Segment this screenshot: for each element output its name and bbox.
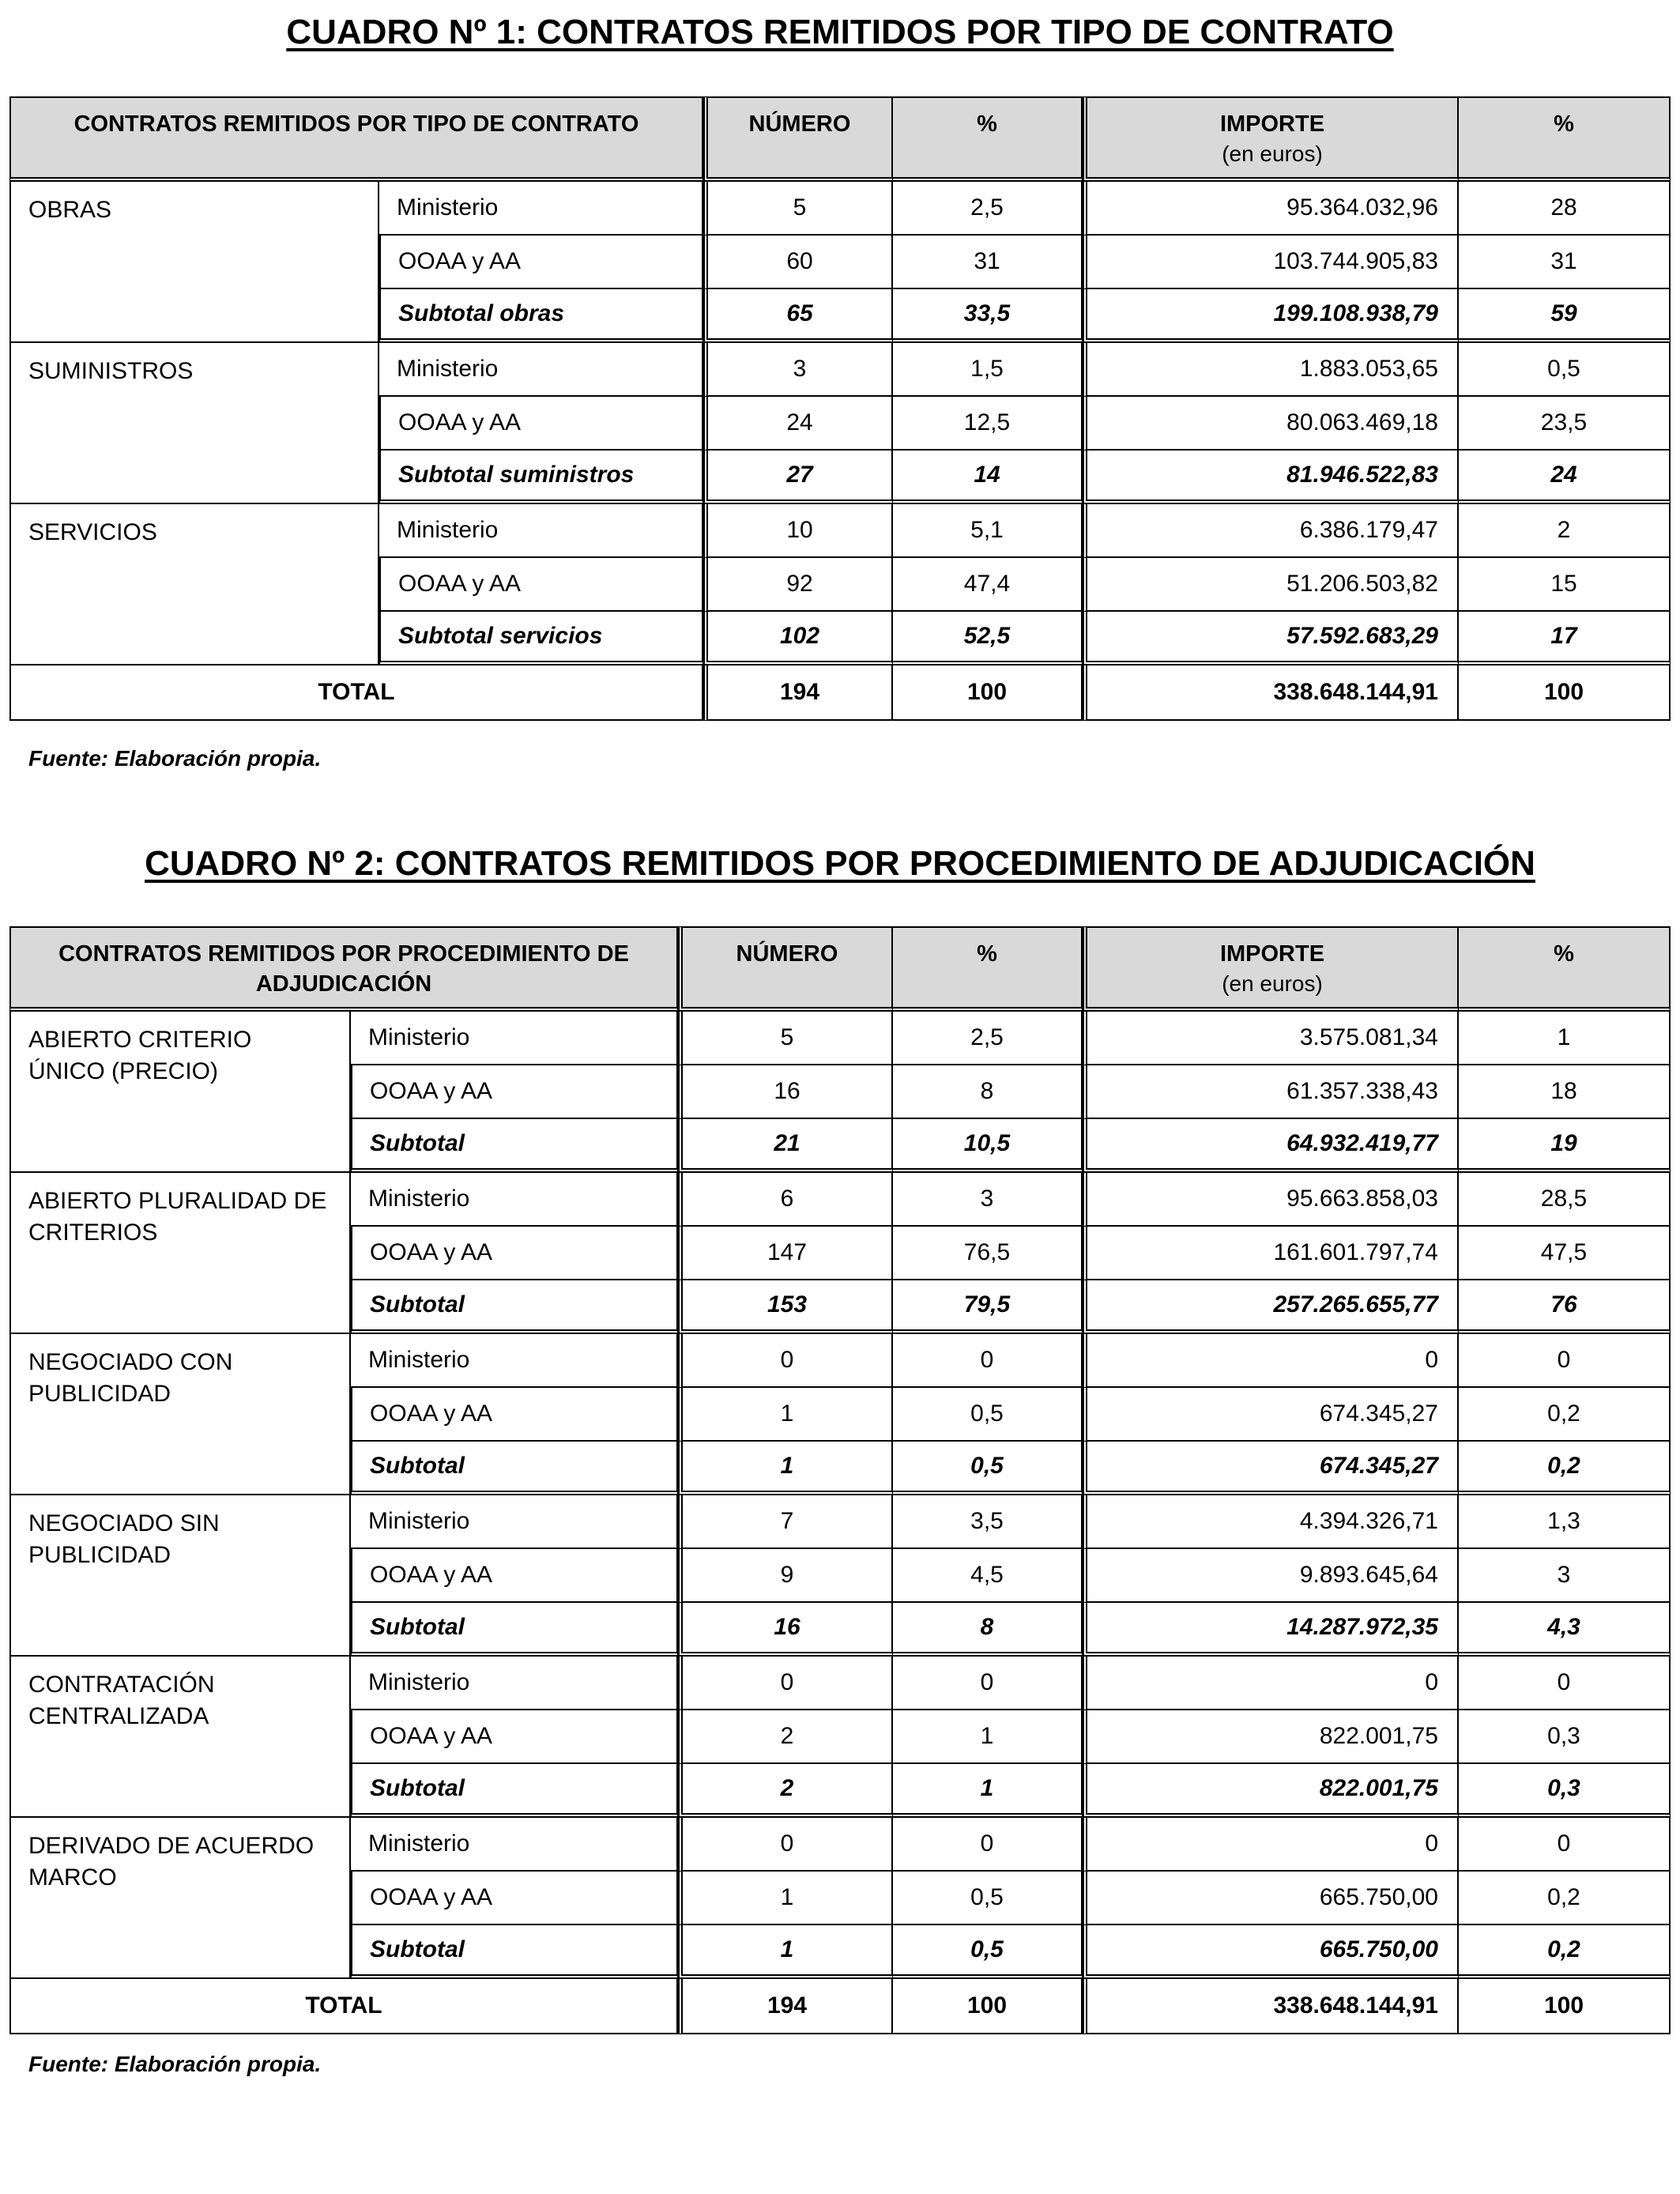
table1-header-importe-unit: (en euros) bbox=[1222, 141, 1323, 166]
numero-cell: 0 bbox=[678, 1818, 893, 1872]
row-label: OOAA y AA bbox=[351, 1710, 678, 1764]
numero-cell: 5 bbox=[703, 182, 893, 236]
row-label: Ministerio bbox=[351, 1173, 678, 1227]
importe-cell: 95.364.032,96 bbox=[1083, 182, 1459, 236]
category-cell: CONTRATACIÓN CENTRALIZADA bbox=[9, 1657, 351, 1818]
pct-importe-cell: 0,3 bbox=[1459, 1710, 1671, 1764]
pct-importe-cell: 0,5 bbox=[1459, 343, 1671, 397]
importe-cell: 80.063.469,18 bbox=[1083, 397, 1459, 450]
table1-header-importe-label: IMPORTE bbox=[1219, 111, 1325, 137]
numero-cell: 16 bbox=[678, 1603, 893, 1657]
pct-numero-cell: 0 bbox=[893, 1657, 1083, 1710]
pct-importe-cell: 76 bbox=[1459, 1280, 1671, 1334]
importe-cell: 64.932.419,77 bbox=[1083, 1119, 1459, 1173]
numero-cell: 92 bbox=[703, 558, 893, 612]
importe-cell: 51.206.503,82 bbox=[1083, 558, 1459, 612]
pct-numero-cell: 1,5 bbox=[893, 343, 1083, 397]
subtotal-label: Subtotal bbox=[351, 1442, 678, 1495]
pct-numero-cell: 8 bbox=[893, 1603, 1083, 1657]
row-label: OOAA y AA bbox=[379, 236, 703, 289]
importe-cell: 665.750,00 bbox=[1083, 1925, 1459, 1979]
numero-cell: 1 bbox=[678, 1442, 893, 1495]
pct-importe-cell: 15 bbox=[1459, 558, 1671, 612]
pct-numero-cell: 47,4 bbox=[893, 558, 1083, 612]
pct-numero-cell: 33,5 bbox=[893, 289, 1083, 343]
pct-importe-cell: 59 bbox=[1459, 289, 1671, 343]
table2-source-note: Fuente: Elaboración propia. bbox=[28, 2052, 322, 2076]
numero-cell: 1 bbox=[678, 1872, 893, 1925]
total-pct-importe: 100 bbox=[1459, 1979, 1671, 2034]
pct-numero-cell: 79,5 bbox=[893, 1280, 1083, 1334]
table-row bbox=[9, 1012, 1671, 1065]
table-row bbox=[9, 1334, 1671, 1388]
total-importe: 338.648.144,91 bbox=[1083, 1979, 1459, 2034]
total-pct-numero: 100 bbox=[893, 665, 1083, 721]
category-cell: DERIVADO DE ACUERDO MARCO bbox=[9, 1818, 351, 1979]
table1-header-pct1: % bbox=[893, 96, 1083, 182]
pct-importe-cell: 23,5 bbox=[1459, 397, 1671, 450]
row-label: OOAA y AA bbox=[351, 1388, 678, 1442]
pct-importe-cell: 0,2 bbox=[1459, 1872, 1671, 1925]
table2-header-importe-label: IMPORTE bbox=[1219, 941, 1325, 967]
importe-cell: 3.575.081,34 bbox=[1083, 1012, 1459, 1065]
pct-importe-cell: 4,3 bbox=[1459, 1603, 1671, 1657]
pct-importe-cell: 0 bbox=[1459, 1334, 1671, 1388]
numero-cell: 24 bbox=[703, 397, 893, 450]
numero-cell: 10 bbox=[703, 504, 893, 558]
category-cell: ABIERTO PLURALIDAD DE CRITERIOS bbox=[9, 1173, 351, 1334]
table-row bbox=[9, 182, 1671, 236]
total-label: TOTAL bbox=[9, 665, 703, 721]
pct-numero-cell: 0 bbox=[893, 1334, 1083, 1388]
pct-numero-cell: 3 bbox=[893, 1173, 1083, 1227]
numero-cell: 6 bbox=[678, 1173, 893, 1227]
table2 bbox=[9, 926, 1671, 2034]
numero-cell: 65 bbox=[703, 289, 893, 343]
table1 bbox=[9, 96, 1671, 721]
pct-numero-cell: 0,5 bbox=[893, 1388, 1083, 1442]
row-label: Ministerio bbox=[351, 1818, 678, 1872]
importe-cell: 199.108.938,79 bbox=[1083, 289, 1459, 343]
pct-numero-cell: 12,5 bbox=[893, 397, 1083, 450]
pct-importe-cell: 18 bbox=[1459, 1065, 1671, 1119]
importe-cell: 95.663.858,03 bbox=[1083, 1173, 1459, 1227]
category-cell: NEGOCIADO SIN PUBLICIDAD bbox=[9, 1495, 351, 1657]
table-row bbox=[9, 1173, 1671, 1227]
table-row bbox=[9, 1818, 1671, 1872]
row-label: OOAA y AA bbox=[351, 1227, 678, 1280]
numero-cell: 27 bbox=[703, 450, 893, 504]
row-label: OOAA y AA bbox=[351, 1872, 678, 1925]
numero-cell: 0 bbox=[678, 1657, 893, 1710]
pct-numero-cell: 52,5 bbox=[893, 612, 1083, 665]
row-label: OOAA y AA bbox=[351, 1549, 678, 1603]
table-row bbox=[9, 504, 1671, 558]
numero-cell: 60 bbox=[703, 236, 893, 289]
pct-importe-cell: 28 bbox=[1459, 182, 1671, 236]
importe-cell: 0 bbox=[1083, 1334, 1459, 1388]
subtotal-label: Subtotal bbox=[351, 1925, 678, 1979]
pct-numero-cell: 3,5 bbox=[893, 1495, 1083, 1549]
subtotal-label: Subtotal bbox=[351, 1764, 678, 1818]
pct-numero-cell: 2,5 bbox=[893, 1012, 1083, 1065]
subtotal-label: Subtotal servicios bbox=[379, 612, 703, 665]
numero-cell: 153 bbox=[678, 1280, 893, 1334]
row-label: Ministerio bbox=[379, 182, 703, 236]
row-label: Ministerio bbox=[351, 1012, 678, 1065]
row-label: OOAA y AA bbox=[379, 558, 703, 612]
importe-cell: 4.394.326,71 bbox=[1083, 1495, 1459, 1549]
total-row bbox=[9, 665, 1671, 721]
pct-importe-cell: 0,2 bbox=[1459, 1925, 1671, 1979]
pct-numero-cell: 31 bbox=[893, 236, 1083, 289]
row-label: Ministerio bbox=[351, 1657, 678, 1710]
table2-title: CUADRO Nº 2: CONTRATOS REMITIDOS POR PROCEDIMIENTO DE ADJUDICACIÓN bbox=[145, 844, 1535, 883]
pct-numero-cell: 0,5 bbox=[893, 1442, 1083, 1495]
pct-importe-cell: 0 bbox=[1459, 1657, 1671, 1710]
table2-header-importe bbox=[1083, 926, 1459, 1012]
pct-numero-cell: 0,5 bbox=[893, 1925, 1083, 1979]
pct-importe-cell: 1 bbox=[1459, 1012, 1671, 1065]
table1-source-note: Fuente: Elaboración propia. bbox=[28, 746, 322, 771]
numero-cell: 9 bbox=[678, 1549, 893, 1603]
table-row bbox=[9, 1495, 1671, 1549]
table1-title: CUADRO Nº 1: CONTRATOS REMITIDOS POR TIPO DE CONTRATO bbox=[286, 13, 1394, 51]
table-row bbox=[9, 1657, 1671, 1710]
numero-cell: 7 bbox=[678, 1495, 893, 1549]
numero-cell: 2 bbox=[678, 1710, 893, 1764]
importe-cell: 674.345,27 bbox=[1083, 1442, 1459, 1495]
pct-numero-cell: 10,5 bbox=[893, 1119, 1083, 1173]
total-numero: 194 bbox=[703, 665, 893, 721]
pct-importe-cell: 31 bbox=[1459, 236, 1671, 289]
subtotal-label: Subtotal suministros bbox=[379, 450, 703, 504]
row-label: OOAA y AA bbox=[351, 1065, 678, 1119]
importe-cell: 81.946.522,83 bbox=[1083, 450, 1459, 504]
numero-cell: 1 bbox=[678, 1388, 893, 1442]
total-importe: 338.648.144,91 bbox=[1083, 665, 1459, 721]
pct-numero-cell: 0,5 bbox=[893, 1872, 1083, 1925]
pct-importe-cell: 3 bbox=[1459, 1549, 1671, 1603]
subtotal-label: Subtotal bbox=[351, 1280, 678, 1334]
pct-importe-cell: 0,2 bbox=[1459, 1388, 1671, 1442]
importe-cell: 0 bbox=[1083, 1818, 1459, 1872]
category-cell: ABIERTO CRITERIO ÚNICO (PRECIO) bbox=[9, 1012, 351, 1173]
importe-cell: 61.357.338,43 bbox=[1083, 1065, 1459, 1119]
importe-cell: 103.744.905,83 bbox=[1083, 236, 1459, 289]
pct-importe-cell: 17 bbox=[1459, 612, 1671, 665]
pct-importe-cell: 47,5 bbox=[1459, 1227, 1671, 1280]
table1-header-numero: NÚMERO bbox=[703, 96, 893, 182]
numero-cell: 3 bbox=[703, 343, 893, 397]
pct-importe-cell: 0,3 bbox=[1459, 1764, 1671, 1818]
category-cell: OBRAS bbox=[9, 182, 379, 343]
table2-header-pct1: % bbox=[893, 926, 1083, 1012]
pct-numero-cell: 1 bbox=[893, 1710, 1083, 1764]
row-label: OOAA y AA bbox=[379, 397, 703, 450]
numero-cell: 2 bbox=[678, 1764, 893, 1818]
pct-importe-cell: 1,3 bbox=[1459, 1495, 1671, 1549]
pct-numero-cell: 76,5 bbox=[893, 1227, 1083, 1280]
numero-cell: 147 bbox=[678, 1227, 893, 1280]
numero-cell: 102 bbox=[703, 612, 893, 665]
row-label: Ministerio bbox=[379, 504, 703, 558]
pct-numero-cell: 2,5 bbox=[893, 182, 1083, 236]
category-cell: SERVICIOS bbox=[9, 504, 379, 665]
table1-header-category: CONTRATOS REMITIDOS POR TIPO DE CONTRATO bbox=[9, 96, 703, 182]
importe-cell: 9.893.645,64 bbox=[1083, 1549, 1459, 1603]
subtotal-label: Subtotal obras bbox=[379, 289, 703, 343]
importe-cell: 6.386.179,47 bbox=[1083, 504, 1459, 558]
pct-importe-cell: 24 bbox=[1459, 450, 1671, 504]
table2-header-category: CONTRATOS REMITIDOS POR PROCEDIMIENTO DE ADJUDICACIÓN bbox=[9, 926, 678, 1012]
pct-importe-cell: 0 bbox=[1459, 1818, 1671, 1872]
subtotal-label: Subtotal bbox=[351, 1603, 678, 1657]
importe-cell: 257.265.655,77 bbox=[1083, 1280, 1459, 1334]
table2-header-numero: NÚMERO bbox=[678, 926, 893, 1012]
pct-importe-cell: 0,2 bbox=[1459, 1442, 1671, 1495]
row-label: Ministerio bbox=[379, 343, 703, 397]
total-label: TOTAL bbox=[9, 1979, 678, 2034]
category-cell: SUMINISTROS bbox=[9, 343, 379, 504]
table-row bbox=[9, 343, 1671, 397]
importe-cell: 1.883.053,65 bbox=[1083, 343, 1459, 397]
total-row bbox=[9, 1979, 1671, 2034]
total-pct-importe: 100 bbox=[1459, 665, 1671, 721]
table2-header-row bbox=[9, 926, 1671, 1012]
importe-cell: 822.001,75 bbox=[1083, 1710, 1459, 1764]
table1-header-importe bbox=[1083, 96, 1459, 182]
pct-numero-cell: 5,1 bbox=[893, 504, 1083, 558]
importe-cell: 0 bbox=[1083, 1657, 1459, 1710]
subtotal-label: Subtotal bbox=[351, 1119, 678, 1173]
pct-numero-cell: 1 bbox=[893, 1764, 1083, 1818]
numero-cell: 21 bbox=[678, 1119, 893, 1173]
total-numero: 194 bbox=[678, 1979, 893, 2034]
importe-cell: 14.287.972,35 bbox=[1083, 1603, 1459, 1657]
numero-cell: 5 bbox=[678, 1012, 893, 1065]
table1-header-row bbox=[9, 96, 1671, 182]
table1-header-pct2: % bbox=[1459, 96, 1671, 182]
pct-numero-cell: 14 bbox=[893, 450, 1083, 504]
numero-cell: 0 bbox=[678, 1334, 893, 1388]
numero-cell: 1 bbox=[678, 1925, 893, 1979]
table2-header-importe-unit: (en euros) bbox=[1222, 971, 1323, 996]
pct-importe-cell: 2 bbox=[1459, 504, 1671, 558]
importe-cell: 822.001,75 bbox=[1083, 1764, 1459, 1818]
importe-cell: 161.601.797,74 bbox=[1083, 1227, 1459, 1280]
total-pct-numero: 100 bbox=[893, 1979, 1083, 2034]
pct-numero-cell: 8 bbox=[893, 1065, 1083, 1119]
pct-importe-cell: 28,5 bbox=[1459, 1173, 1671, 1227]
row-label: Ministerio bbox=[351, 1495, 678, 1549]
importe-cell: 674.345,27 bbox=[1083, 1388, 1459, 1442]
category-cell: NEGOCIADO CON PUBLICIDAD bbox=[9, 1334, 351, 1495]
importe-cell: 665.750,00 bbox=[1083, 1872, 1459, 1925]
pct-numero-cell: 0 bbox=[893, 1818, 1083, 1872]
numero-cell: 16 bbox=[678, 1065, 893, 1119]
pct-numero-cell: 4,5 bbox=[893, 1549, 1083, 1603]
row-label: Ministerio bbox=[351, 1334, 678, 1388]
importe-cell: 57.592.683,29 bbox=[1083, 612, 1459, 665]
table2-header-pct2: % bbox=[1459, 926, 1671, 1012]
pct-importe-cell: 19 bbox=[1459, 1119, 1671, 1173]
